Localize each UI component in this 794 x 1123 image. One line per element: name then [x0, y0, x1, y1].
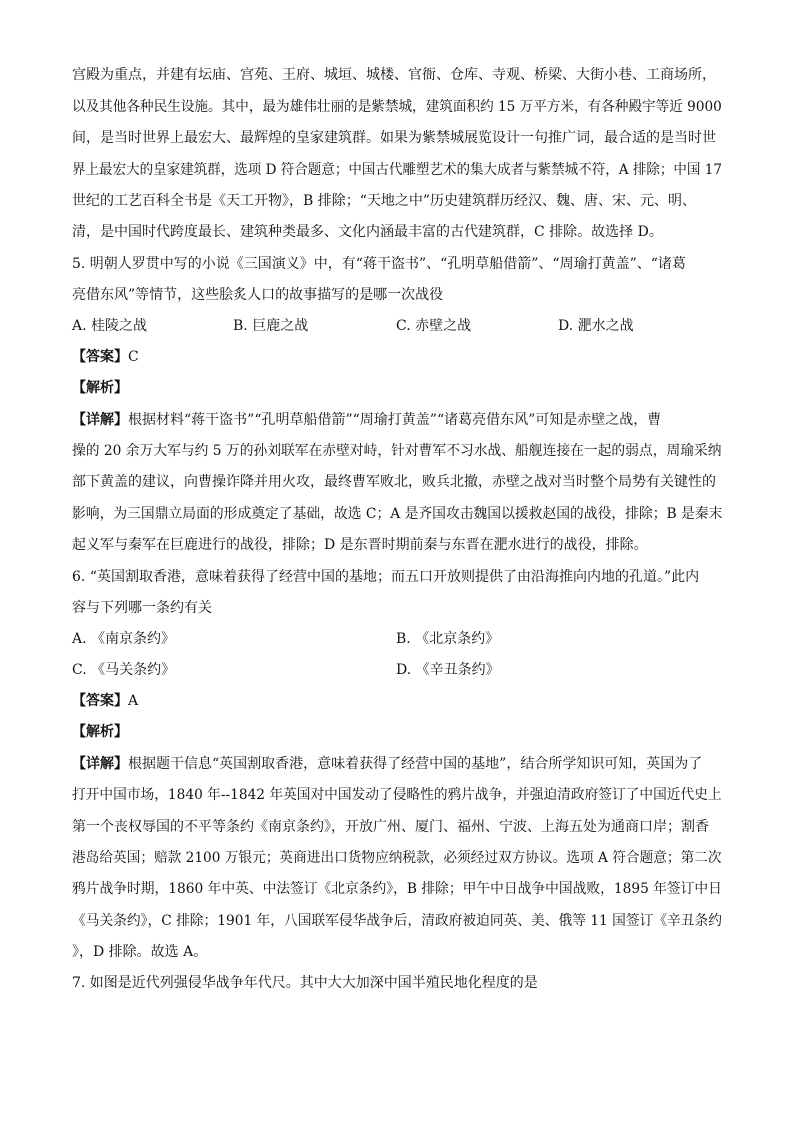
q4-text-line: 清，是中国时代跨度最长、建筑种类最多、文化内涵最丰富的古代建筑群，C 排除。故选择 D。 — [72, 224, 663, 240]
q6-option-d: D. 《辛丑条约》 — [396, 662, 500, 678]
q6-detail-line: 港岛给英国；赔款 2100 万银元；英商进出口货物应纳税款，必须经过双方协议。选项 A 符合题意；第二次 — [72, 850, 722, 866]
q5-detail-line: 起义军与秦军在巨鹿进行的战役，排除；D 是东晋时期前秦与东晋在淝水进行的战役，排除。 — [72, 537, 648, 553]
q6-option-c: C. 《马关条约》 — [72, 662, 176, 678]
q4-text-line: 宫殿为重点，并建有坛庙、宫苑、王府、城垣、城楼、官衙、仓库、寺观、桥梁、大街小巷、工商场所， — [72, 67, 716, 83]
q6-stem-line: 容与下列哪一条约有关 — [72, 600, 212, 616]
q5-analysis-heading — [72, 378, 722, 398]
q5-stem-line: 5. 明朝人罗贯中写的小说《三国演义》中，有“蒋干盗书”、“孔明草船借箭”、“周瑜打黄盖”、“诸葛 — [72, 256, 686, 272]
q6-detail-line: 打开中国市场，1840 年--1842 年英国对中国发动了侵略性的鸦片战争，并强迫清政府签订了中国近代史上 — [72, 787, 722, 803]
q6-detail-line: 第一个丧权辱国的不平等条约《南京条约》，开放广州、厦门、福州、宁波、上海五处为通商口岸；割香 — [72, 819, 709, 835]
q4-text-line: 世纪的工艺百科全书是《天工开物》，B 排除；“天地之中”历史建筑群历经汉、魏、唐、宋、元、明、 — [72, 193, 697, 209]
q5-detail-line — [72, 410, 722, 430]
q6-answer — [72, 691, 722, 711]
q4-text-line: 界上最宏大的皇家建筑群，选项 D 符合题意；中国古代雕塑艺术的集大成者与紫禁城不符，A 排除；中国 17 — [72, 162, 722, 178]
analysis-tag: 【解析】 — [72, 380, 128, 396]
q6-detail-line — [72, 754, 722, 774]
detail-text: 根据材料“蒋干盗书”“孔明草船借箭”“周瑜打黄盖”“诸葛亮借东风”可知是赤壁之战，曹 — [128, 412, 662, 428]
q6-detail-line: 鸦片战争时期，1860 年中英、中法签订《北京条约》，B 排除；甲午中日战争中国战败，1895 年签订中日 — [72, 881, 722, 897]
q6-detail-line: 》，D 排除。故选 A。 — [72, 944, 208, 960]
q4-text-line: 以及其他各种民生设施。其中，最为雄伟壮丽的是紫禁城，建筑面积约 15 万平方米，有各种殿宇等近 9000 — [72, 99, 722, 115]
detail-tag: 【详解】 — [72, 412, 128, 428]
q4-text-line: 间，是当时世界上最宏大、最辉煌的皇家建筑群。如果为紫禁城展览设计一句推广词，最合适的是当时世 — [72, 130, 716, 146]
detail-text: 根据题干信息“英国割取香港，意味着获得了经营中国的基地”，结合所学知识可知，英国为了 — [128, 756, 703, 772]
q5-option-a: A. 桂陵之战 — [72, 318, 148, 334]
q5-stem-line: 亮借东风”等情节，这些脍炙人口的故事描写的是哪一次战役 — [72, 287, 444, 303]
answer-value: C — [128, 349, 139, 365]
q7-stem-line: 7. 如图是近代列强侵华战争年代尺。其中大大加深中国半殖民地化程度的是 — [72, 975, 538, 991]
q5-detail-line: 操的 20 余万大军与约 5 万的孙刘联军在赤壁对峙，针对曹军不习水战、船舰连接在一起的弱点，周瑜采纳 — [72, 443, 722, 459]
q6-option-a: A. 《南京条约》 — [72, 631, 176, 647]
q5-option-b: B. 巨鹿之战 — [233, 318, 309, 334]
answer-tag: 【答案】 — [72, 693, 128, 709]
q6-stem-line: 6. “英国割取香港，意味着获得了经营中国的基地；而五口开放则提供了由沿海推向内地的孔道。”此内 — [72, 569, 700, 585]
analysis-tag: 【解析】 — [72, 724, 128, 740]
q5-detail-line: 部下黄盖的建议，向曹操诈降并用火攻，最终曹军败北，败兵北撤，赤壁之战对当时整个局势有关键性的 — [72, 474, 716, 490]
detail-tag: 【详解】 — [72, 756, 128, 772]
q5-option-c: C. 赤壁之战 — [396, 318, 472, 334]
q6-option-b: B. 《北京条约》 — [396, 631, 500, 647]
answer-tag: 【答案】 — [72, 349, 128, 365]
q5-answer — [72, 347, 722, 367]
q5-detail-line: 影响，为三国鼎立局面的形成奠定了基础，故选 C；A 是齐国攻击魏国以援救赵国的战役，排除；B 是秦末 — [72, 506, 723, 522]
q6-analysis-heading — [72, 722, 722, 742]
q6-detail-line: 《马关条约》，C 排除；1901 年，八国联军侵华战争后，清政府被迫同英、美、俄等 11 国签订《辛丑条约 — [72, 913, 722, 929]
q5-option-d: D. 淝水之战 — [558, 318, 634, 334]
answer-value: A — [128, 693, 139, 709]
